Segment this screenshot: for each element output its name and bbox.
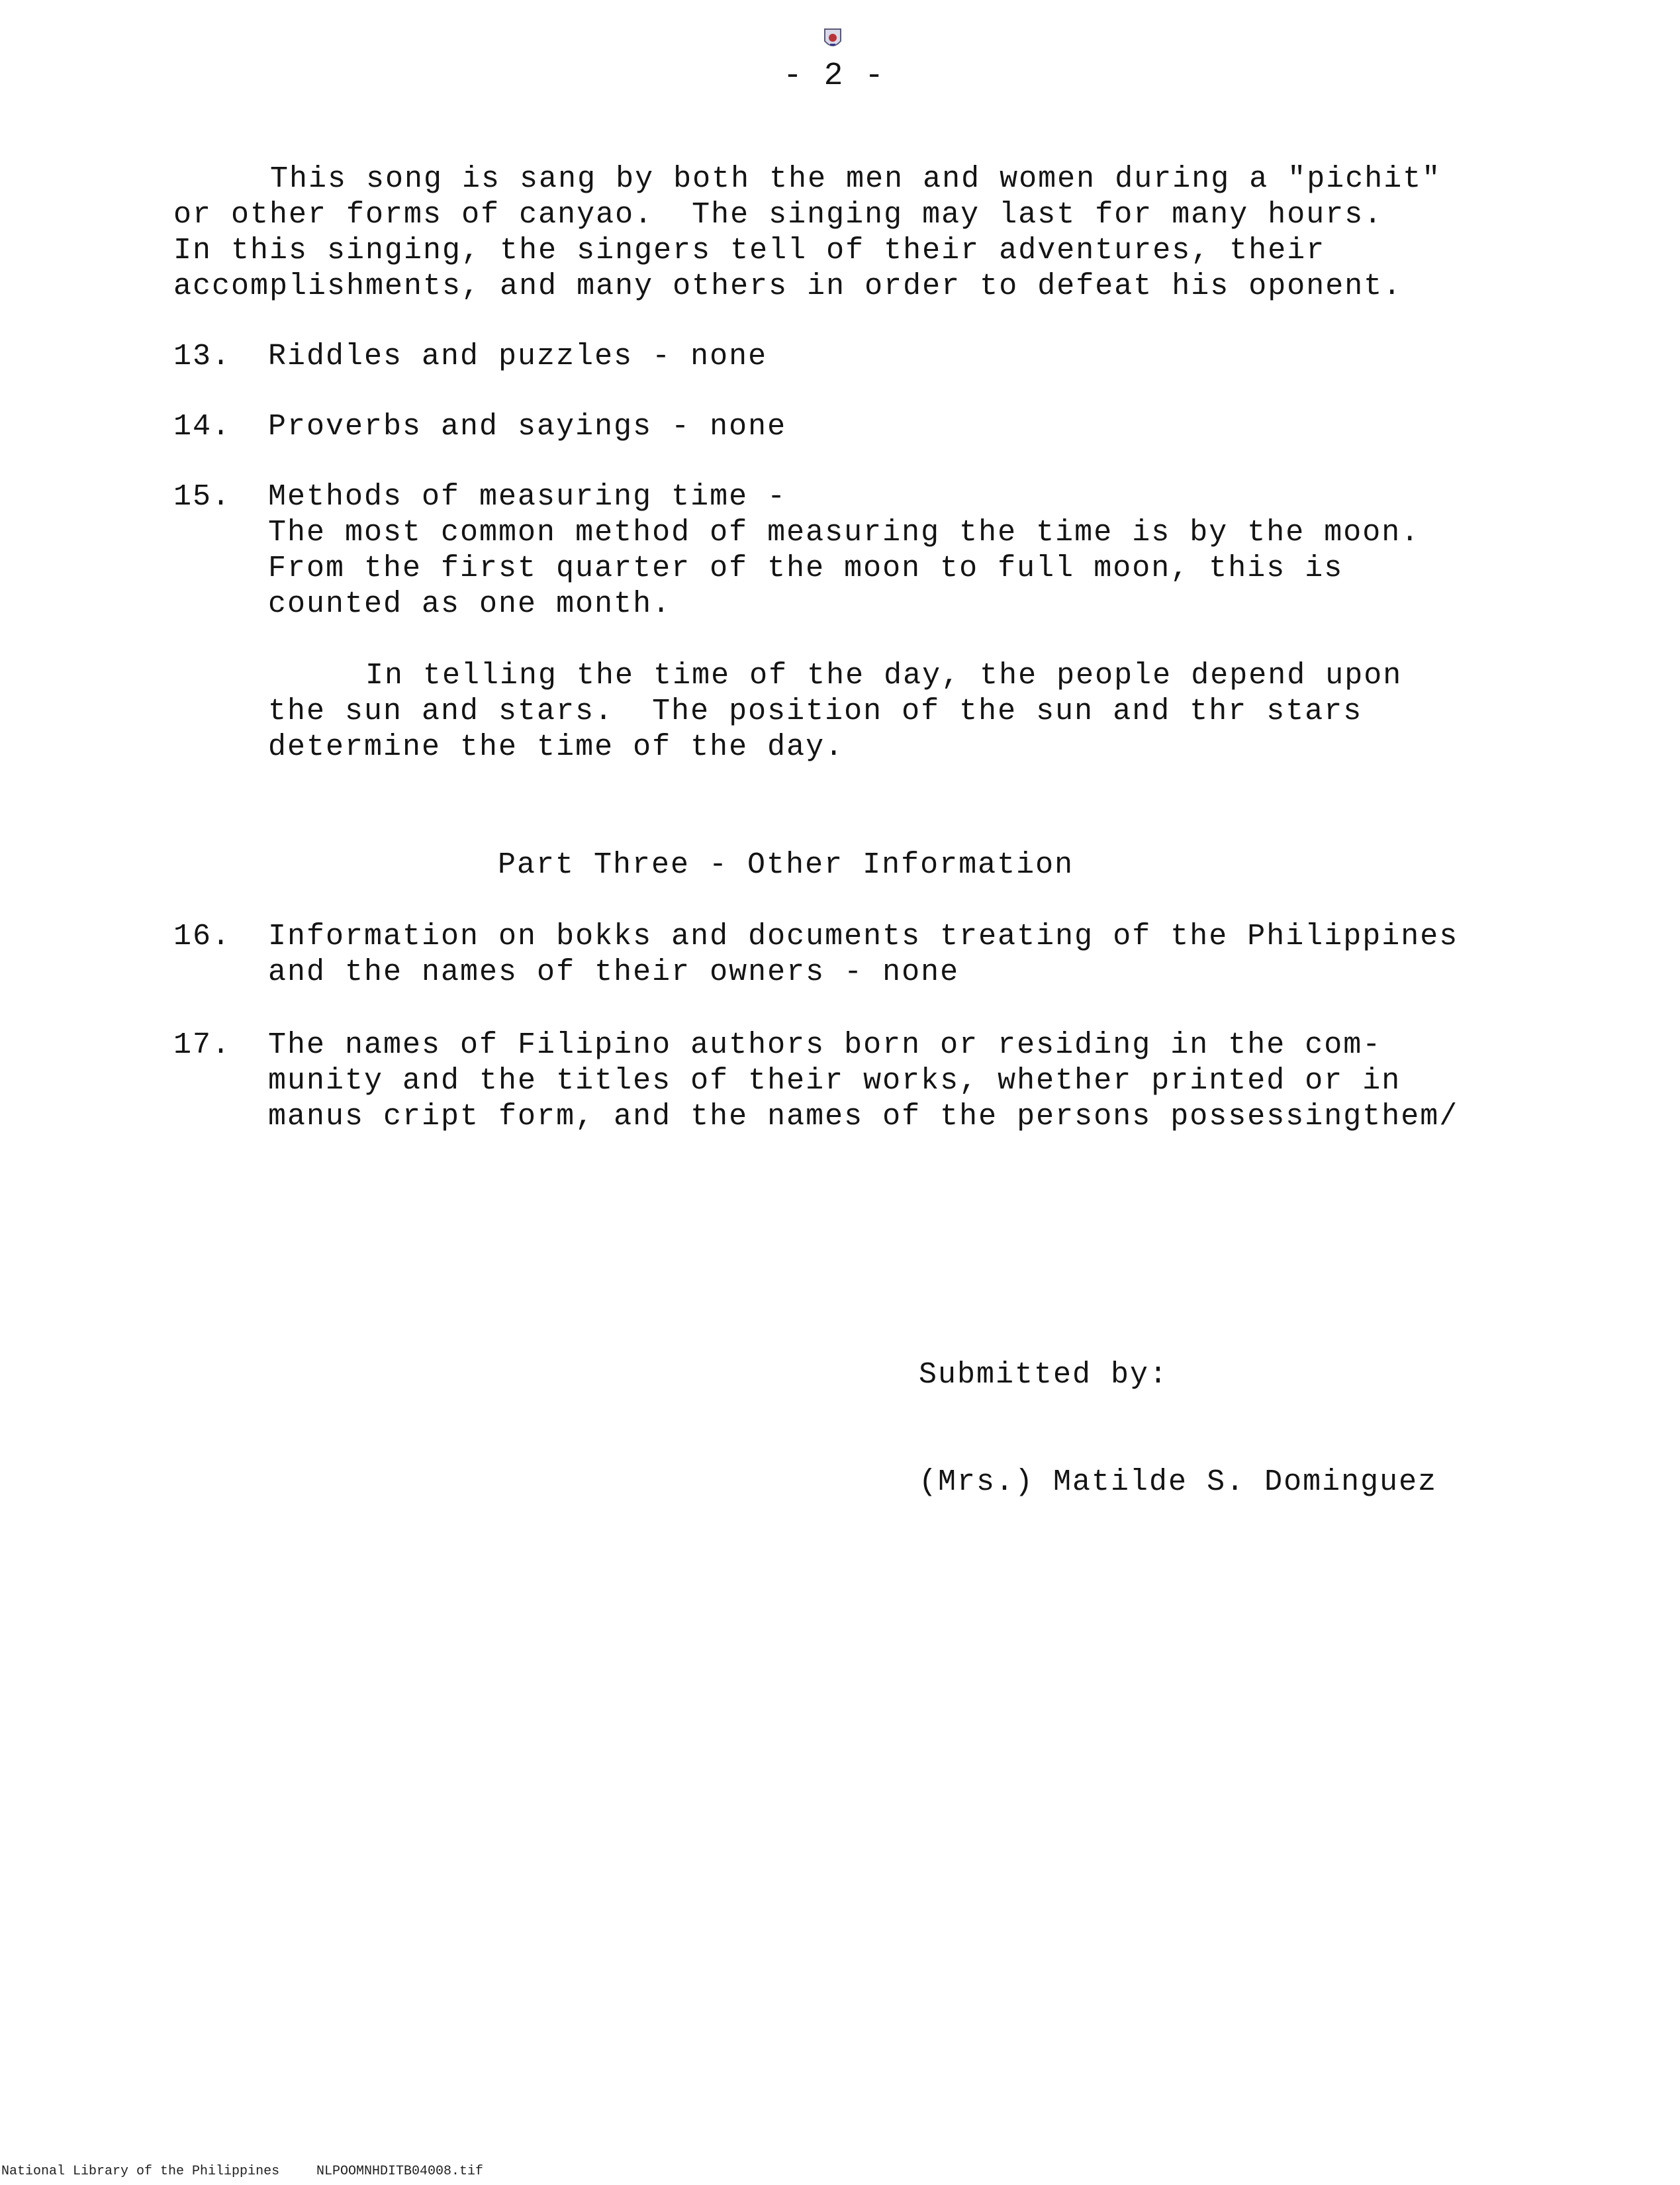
- text-line: In this singing, the singers tell of their adventures, their: [173, 234, 1326, 267]
- footer-filename: NLPOOMNHDITB04008.tif: [316, 2164, 484, 2179]
- item-text: The most common method of measuring the time is by the moon.: [268, 516, 1421, 550]
- section-heading: Part Three - Other Information: [498, 848, 1074, 882]
- item-text: The names of Filipino authors born or residing in the com-: [268, 1028, 1382, 1062]
- item-number: 16.: [173, 920, 232, 953]
- item-text: counted as one month.: [268, 587, 672, 621]
- text-line: the sun and stars. The position of the sun and thr stars: [268, 695, 1363, 728]
- text-line: In telling the time of the day, the people depend upon: [365, 659, 1403, 693]
- footer-library: National Library of the Philippines: [1, 2164, 280, 2179]
- item-number: 15.: [173, 480, 232, 514]
- item-number: 17.: [173, 1028, 232, 1062]
- item-text: Riddles and puzzles - none: [268, 340, 768, 373]
- text-line: or other forms of canyao. The singing may last for many hours.: [173, 198, 1383, 232]
- item-number: 14.: [173, 410, 232, 444]
- item-text: manus cript form, and the names of the persons possessingthem/: [268, 1100, 1459, 1134]
- item-text: Methods of measuring time -: [268, 480, 787, 514]
- item-number: 13.: [173, 340, 232, 373]
- item-text: From the first quarter of the moon to full moon, this is: [268, 552, 1344, 585]
- item-text: Proverbs and sayings - none: [268, 410, 787, 444]
- text-line: This song is sang by both the men and women during a "pichit": [270, 162, 1442, 196]
- item-text: Information on bokks and documents treating of the Philippines: [268, 920, 1459, 953]
- item-text: and the names of their owners - none: [268, 955, 960, 989]
- text-line: accomplishments, and many others in order to defeat his oponent.: [173, 269, 1403, 303]
- submitter-name: (Mrs.) Matilde S. Dominguez: [919, 1465, 1438, 1499]
- text-line: determine the time of the day.: [268, 730, 845, 764]
- library-stamp-icon: [823, 28, 843, 50]
- item-text: munity and the titles of their works, whether printed or in: [268, 1064, 1401, 1098]
- page-number: - 2 -: [782, 58, 886, 94]
- submitted-by-label: Submitted by:: [919, 1358, 1169, 1392]
